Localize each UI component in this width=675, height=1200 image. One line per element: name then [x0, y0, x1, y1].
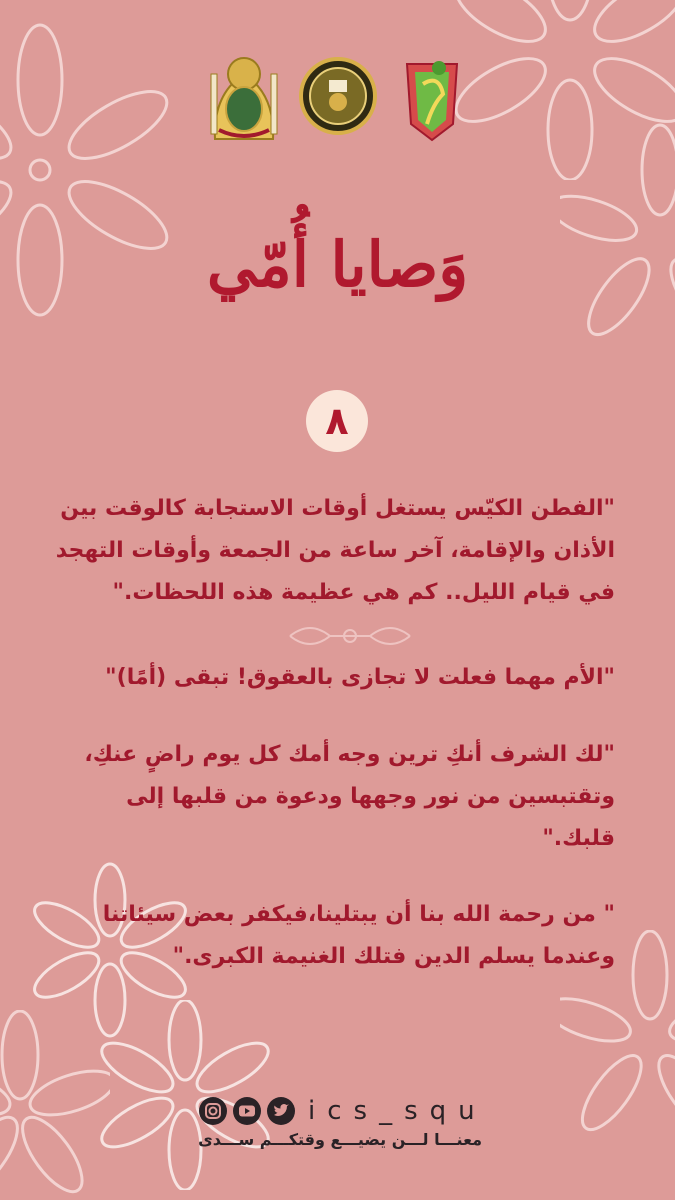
ornament-divider — [280, 618, 420, 654]
flower-decoration-bottom-far-left — [0, 1010, 110, 1200]
quote-2: "الأم مهما فعلت لا تجازى بالعقوق! تبقى (أمًا)" — [105, 665, 615, 690]
quote-1: "الفطن الكيّس يستغل أوقات الاستجابة كالوقت بين الأذان والإقامة، آخر ساعة من الجمعة وأوقات التهجد في قيام الليل.. كم هي عظيمة هذه اللحظات." — [55, 496, 615, 605]
instagram-icon[interactable] — [198, 1096, 228, 1126]
university-seal-logo-icon — [299, 44, 377, 144]
quote-3: "لك الشرف أنكِ ترين وجه أمك كل يوم راضٍ عنكِ، وتقتبسين من نور وجهها ودعوة من قلبها إلى قلبك." — [84, 742, 615, 851]
footer — [198, 1094, 488, 1149]
twitter-icon[interactable] — [266, 1096, 296, 1126]
page-title: وَصايا أُمّي — [206, 228, 469, 301]
quote-4: " من رحمة الله بنا أن يبتلينا،فيكفر بعض سيئاتنا وعندما يسلم الدين فتلك الغنيمة الكبرى." — [102, 902, 615, 969]
mosque-dome-logo-icon — [205, 44, 283, 144]
logos-row — [0, 44, 675, 144]
social-row — [198, 1094, 488, 1128]
social-handle[interactable]: ics_squ — [308, 1096, 487, 1126]
youtube-icon[interactable] — [232, 1096, 262, 1126]
number-badge: ٨ — [306, 390, 368, 452]
green-figure-shield-logo-icon — [393, 44, 471, 144]
tagline: معنـــا لـــن يضيـــع وقتكـــم ســـدى — [198, 1130, 482, 1149]
